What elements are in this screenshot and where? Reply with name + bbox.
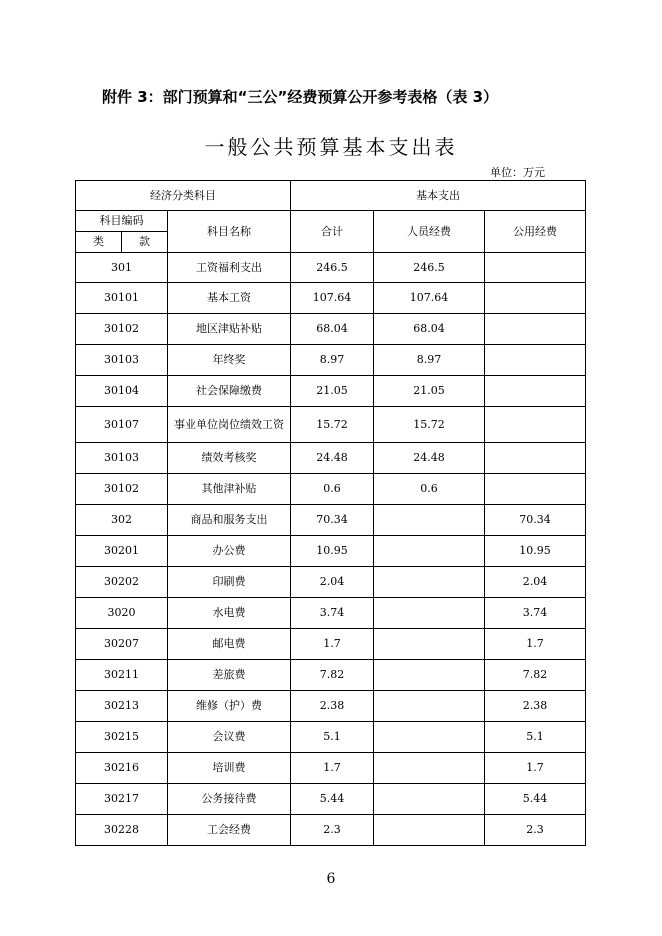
row-total: 2.3 xyxy=(291,815,374,846)
row-personnel xyxy=(374,567,485,598)
row-total: 24.48 xyxy=(291,443,374,474)
row-public: 2.3 xyxy=(485,815,586,846)
header-lei: 类 xyxy=(76,232,122,253)
row-total: 107.64 xyxy=(291,283,374,314)
row-code: 30102 xyxy=(76,474,168,505)
row-personnel: 68.04 xyxy=(374,314,485,345)
budget-table xyxy=(75,180,586,846)
row-name: 会议费 xyxy=(168,722,291,753)
row-code: 30217 xyxy=(76,784,168,815)
row-total: 0.6 xyxy=(291,474,374,505)
row-public: 10.95 xyxy=(485,536,586,567)
row-name: 绩效考核奖 xyxy=(168,443,291,474)
row-name: 其他津补贴 xyxy=(168,474,291,505)
row-personnel: 21.05 xyxy=(374,376,485,407)
row-public: 2.04 xyxy=(485,567,586,598)
header-basic-expenditure: 基本支出 xyxy=(291,181,586,211)
header-row-2 xyxy=(76,211,586,232)
row-public xyxy=(485,443,586,474)
row-personnel xyxy=(374,815,485,846)
row-code: 30211 xyxy=(76,660,168,691)
row-public: 5.1 xyxy=(485,722,586,753)
row-personnel xyxy=(374,629,485,660)
row-name: 工资福利支出 xyxy=(168,253,291,283)
row-personnel: 8.97 xyxy=(374,345,485,376)
table-row xyxy=(76,376,586,407)
row-personnel xyxy=(374,753,485,784)
table-row xyxy=(76,345,586,376)
row-total: 70.34 xyxy=(291,505,374,536)
row-name: 印刷费 xyxy=(168,567,291,598)
row-personnel xyxy=(374,536,485,567)
table-row xyxy=(76,283,586,314)
row-code: 30216 xyxy=(76,753,168,784)
row-total: 1.7 xyxy=(291,629,374,660)
row-personnel xyxy=(374,505,485,536)
unit-label: 单位：万元 xyxy=(490,166,545,179)
row-code: 3020 xyxy=(76,598,168,629)
row-code: 30228 xyxy=(76,815,168,846)
row-name: 差旅费 xyxy=(168,660,291,691)
row-code: 30103 xyxy=(76,345,168,376)
row-code: 302 xyxy=(76,505,168,536)
table-row xyxy=(76,784,586,815)
row-code: 30102 xyxy=(76,314,168,345)
row-code: 30104 xyxy=(76,376,168,407)
row-personnel: 107.64 xyxy=(374,283,485,314)
header-code: 科目编码 xyxy=(76,211,168,232)
table-row xyxy=(76,629,586,660)
row-personnel xyxy=(374,722,485,753)
row-total: 3.74 xyxy=(291,598,374,629)
row-code: 30207 xyxy=(76,629,168,660)
header-econ-class: 经济分类科目 xyxy=(76,181,291,211)
row-public: 70.34 xyxy=(485,505,586,536)
table-row xyxy=(76,567,586,598)
row-total: 246.5 xyxy=(291,253,374,283)
row-total: 8.97 xyxy=(291,345,374,376)
table-row xyxy=(76,691,586,722)
row-name: 事业单位岗位绩效工资 xyxy=(168,407,291,443)
row-public: 7.82 xyxy=(485,660,586,691)
header-name: 科目名称 xyxy=(168,211,291,253)
row-total: 5.1 xyxy=(291,722,374,753)
row-public xyxy=(485,345,586,376)
table-row xyxy=(76,722,586,753)
row-total: 2.04 xyxy=(291,567,374,598)
row-public: 1.7 xyxy=(485,629,586,660)
row-code: 30107 xyxy=(76,407,168,443)
row-total: 15.72 xyxy=(291,407,374,443)
row-total: 21.05 xyxy=(291,376,374,407)
row-personnel xyxy=(374,598,485,629)
row-name: 公务接待费 xyxy=(168,784,291,815)
table-row xyxy=(76,505,586,536)
row-total: 7.82 xyxy=(291,660,374,691)
row-personnel xyxy=(374,784,485,815)
row-code: 30103 xyxy=(76,443,168,474)
row-code: 30215 xyxy=(76,722,168,753)
row-public xyxy=(485,314,586,345)
table-row xyxy=(76,314,586,345)
row-public xyxy=(485,376,586,407)
row-total: 68.04 xyxy=(291,314,374,345)
row-personnel: 246.5 xyxy=(374,253,485,283)
table-row xyxy=(76,815,586,846)
header-total: 合计 xyxy=(291,211,374,253)
row-total: 5.44 xyxy=(291,784,374,815)
row-personnel xyxy=(374,660,485,691)
row-personnel: 0.6 xyxy=(374,474,485,505)
row-code: 301 xyxy=(76,253,168,283)
row-public: 2.38 xyxy=(485,691,586,722)
row-name: 工会经费 xyxy=(168,815,291,846)
table-row xyxy=(76,598,586,629)
row-code: 30213 xyxy=(76,691,168,722)
row-personnel xyxy=(374,691,485,722)
row-public xyxy=(485,407,586,443)
row-personnel: 15.72 xyxy=(374,407,485,443)
row-total: 1.7 xyxy=(291,753,374,784)
row-public: 3.74 xyxy=(485,598,586,629)
table-row xyxy=(76,407,586,443)
row-name: 商品和服务支出 xyxy=(168,505,291,536)
row-name: 地区津贴补贴 xyxy=(168,314,291,345)
page-number: 6 xyxy=(326,871,336,887)
header-row-1 xyxy=(76,181,586,211)
row-name: 基本工资 xyxy=(168,283,291,314)
row-code: 30201 xyxy=(76,536,168,567)
row-public: 1.7 xyxy=(485,753,586,784)
header-public: 公用经费 xyxy=(485,211,586,253)
row-code: 30101 xyxy=(76,283,168,314)
row-public xyxy=(485,474,586,505)
row-public xyxy=(485,283,586,314)
row-name: 培训费 xyxy=(168,753,291,784)
table-row xyxy=(76,753,586,784)
table-title: 一般公共预算基本支出表 xyxy=(204,135,458,159)
table-row xyxy=(76,536,586,567)
row-personnel: 24.48 xyxy=(374,443,485,474)
row-name: 邮电费 xyxy=(168,629,291,660)
attachment-title: 附件 3：部门预算和“三公”经费预算公开参考表格（表 3） xyxy=(102,88,499,106)
row-code: 30202 xyxy=(76,567,168,598)
row-total: 10.95 xyxy=(291,536,374,567)
row-name: 社会保障缴费 xyxy=(168,376,291,407)
table-row xyxy=(76,660,586,691)
header-personnel: 人员经费 xyxy=(374,211,485,253)
table-row xyxy=(76,443,586,474)
table-row xyxy=(76,474,586,505)
row-name: 办公费 xyxy=(168,536,291,567)
table-row xyxy=(76,253,586,283)
row-name: 维修（护）费 xyxy=(168,691,291,722)
row-public: 5.44 xyxy=(485,784,586,815)
row-total: 2.38 xyxy=(291,691,374,722)
row-name: 水电费 xyxy=(168,598,291,629)
row-public xyxy=(485,253,586,283)
header-kuan: 款 xyxy=(122,232,168,253)
row-name: 年终奖 xyxy=(168,345,291,376)
